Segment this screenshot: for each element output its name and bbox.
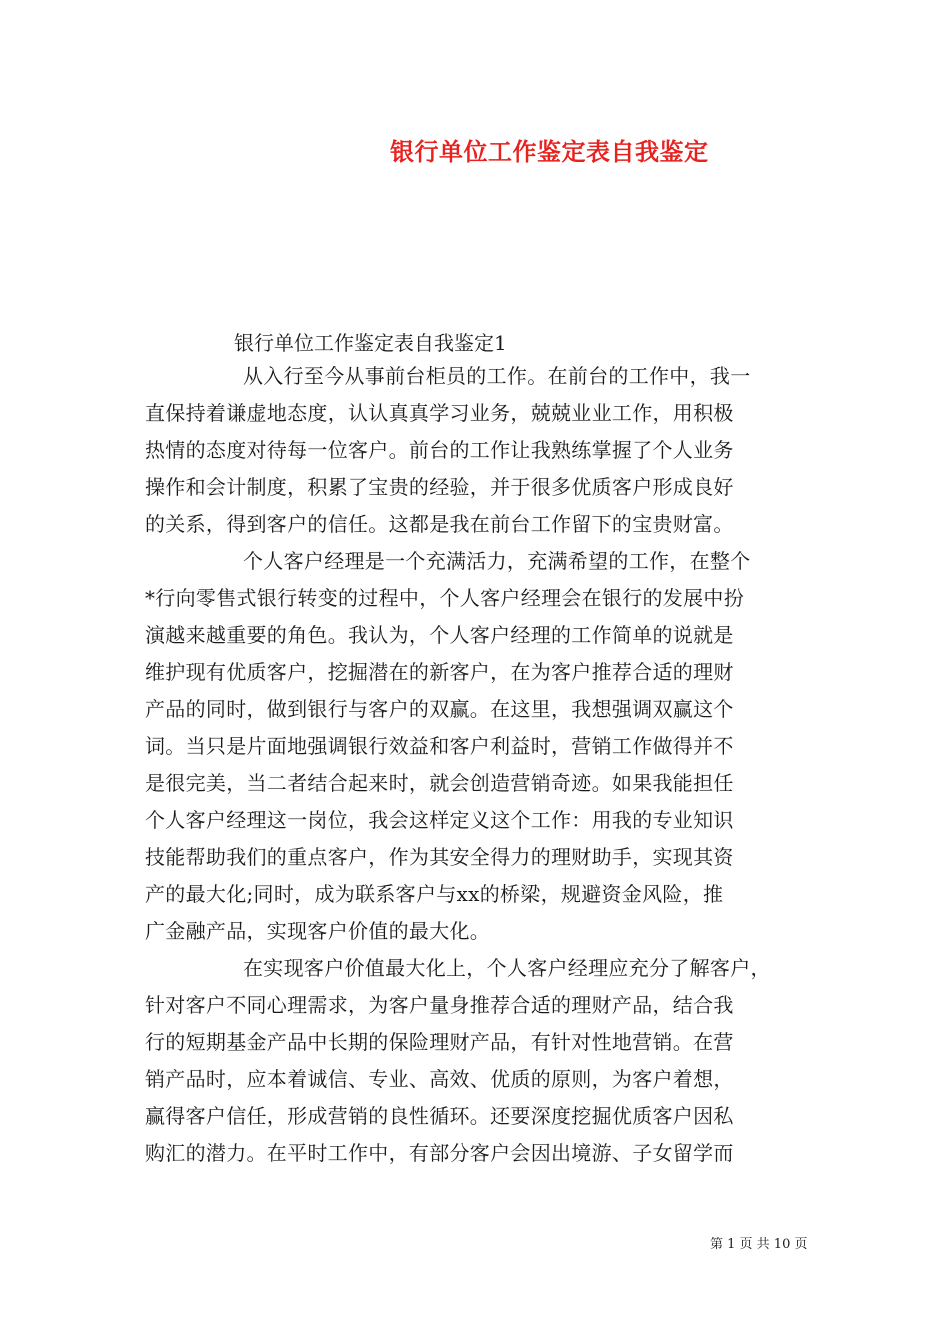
page-number-footer: 第 1 页 共 10 页 [710,1237,808,1252]
paragraph-line: 个人客户经理这一岗位，我会这样定义这个工作：用我的专业知识 [145,808,734,832]
paragraph-line: *行向零售式银行转变的过程中，个人客户经理会在银行的发展中扮 [145,586,744,610]
paragraph-line: 产品的同时，做到银行与客户的双赢。在这里，我想强调双赢这个 [145,697,734,721]
paragraph-line: 行的短期基金产品中长期的保险理财产品，有针对性地营销。在营 [145,1030,734,1054]
paragraph-line: 广金融产品，实现客户价值的最大化。 [145,919,491,943]
paragraph-line: 操作和会计制度，积累了宝贵的经验，并于很多优质客户形成良好 [145,475,734,499]
paragraph-line: 是很完美，当二者结合起来时，就会创造营销奇迹。如果我能担任 [145,771,734,795]
paragraph-line: 购汇的潜力。在平时工作中，有部分客户会因出境游、子女留学而 [145,1141,734,1165]
paragraph-line: 从入行至今从事前台柜员的工作。在前台的工作中，我一 [243,364,751,388]
paragraph-line: 赢得客户信任，形成营销的良性循环。还要深度挖掘优质客户因私 [145,1104,734,1128]
paragraph-line: 热情的态度对待每一位客户。前台的工作让我熟练掌握了个人业务 [145,438,734,462]
paragraph-line: 维护现有优质客户，挖掘潜在的新客户，在为客户推荐合适的理财 [145,660,734,684]
paragraph-line: 的关系，得到客户的信任。这都是我在前台工作留下的宝贵财富。 [145,512,734,536]
section-heading: 银行单位工作鉴定表自我鉴定1 [234,331,507,355]
paragraph-line: 演越来越重要的角色。我认为，个人客户经理的工作简单的说就是 [145,623,734,647]
paragraph-line: 针对客户不同心理需求，为客户量身推荐合适的理财产品，结合我 [145,993,734,1017]
paragraph-line: 在实现客户价值最大化上，个人客户经理应充分了解客户， [243,956,771,980]
paragraph-line: 个人客户经理是一个充满活力，充满希望的工作，在整个 [243,549,751,573]
document-title: 银行单位工作鉴定表自我鉴定 [390,137,709,166]
paragraph-line: 销产品时，应本着诚信、专业、高效、优质的原则，为客户着想， [145,1067,734,1091]
paragraph-line: 直保持着谦虚地态度，认认真真学习业务，兢兢业业工作，用积极 [145,401,734,425]
paragraph-line: 产的最大化;同时，成为联系客户与xx的桥梁，规避资金风险，推 [145,882,724,906]
paragraph-line: 技能帮助我们的重点客户，作为其安全得力的理财助手，实现其资 [145,845,734,869]
paragraph-line: 词。当只是片面地强调银行效益和客户利益时，营销工作做得并不 [145,734,734,758]
